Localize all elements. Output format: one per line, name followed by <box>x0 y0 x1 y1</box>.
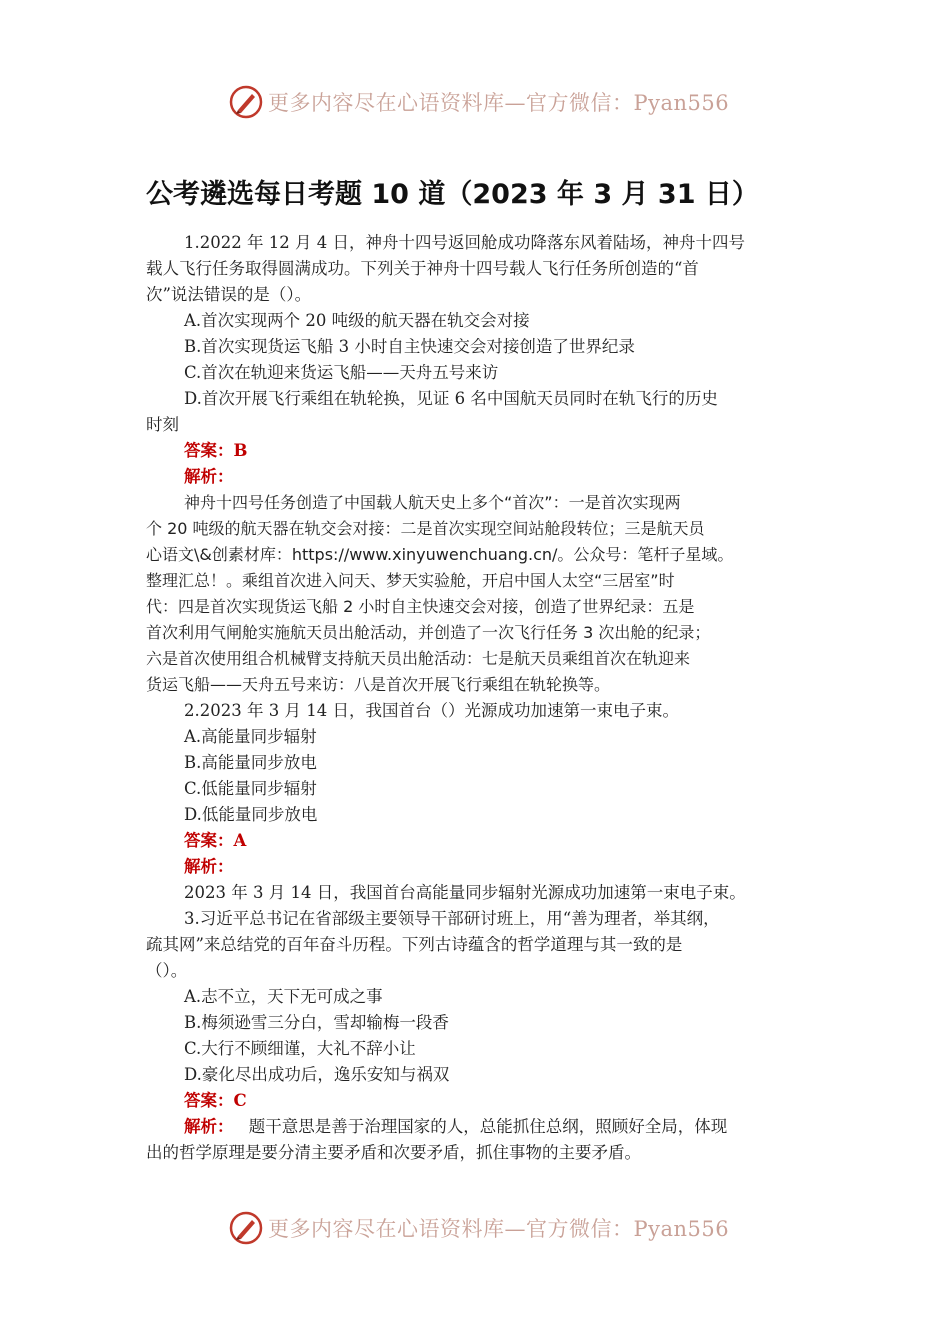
analysis-text: 题干意思是善于治理国家的人，总能抓住总纲，照顾好全局，体现 <box>248 1117 728 1136</box>
question-stem: 2.2023 年 3 月 14 日，我国首台（）光源成功加速第一束电子束。 <box>184 701 679 720</box>
answer-label: 答案：B <box>184 441 248 460</box>
analysis-text: 出的哲学原理是要分清主要矛盾和次要矛盾，抓住事物的主要矛盾。 <box>146 1143 641 1162</box>
question-list <box>146 230 806 1166</box>
question-1 <box>146 230 806 698</box>
option-a: A.首次实现两个 20 吨级的航天器在轨交会对接 <box>184 311 530 330</box>
analysis-text: 货运飞船——天舟五号来访：八是首次开展飞行乘组在轨轮换等。 <box>146 675 611 694</box>
question-stem: 载人飞行任务取得圆满成功。下列关于神舟十四号载人飞行任务所创造的“首 <box>146 259 699 278</box>
option-c: C.首次在轨迎来货运飞船——天舟五号来访 <box>184 363 499 382</box>
option-b: B.高能量同步放电 <box>184 753 317 772</box>
footer-banner <box>228 1208 728 1248</box>
analysis-label: 解析： <box>184 1117 234 1136</box>
banner-slogan: 更多内容尽在心语资料库—官方微信：Pyan556 <box>268 91 730 115</box>
analysis-row <box>146 1114 806 1140</box>
option-a: A.高能量同步辐射 <box>184 727 317 746</box>
analysis-text: 首次利用气闸舱实施航天员出舱活动，并创造了一次飞行任务 3 次出舱的纪录； <box>146 623 711 642</box>
analysis-text: 神舟十四号任务创造了中国载人航天史上多个“首次”：一是首次实现两 <box>184 493 681 512</box>
question-stem: 次”说法错误的是（）。 <box>146 285 312 304</box>
question-3 <box>146 906 806 1166</box>
answer-label: 答案：A <box>184 831 247 850</box>
banner-slogan: 更多内容尽在心语资料库—官方微信：Pyan556 <box>268 1217 730 1241</box>
option-c: C.低能量同步辐射 <box>184 779 317 798</box>
analysis-text: 整理汇总！。乘组首次进入问天、梦天实验舱，开启中国人太空“三居室”时 <box>146 571 675 590</box>
analysis-text: 个 20 吨级的航天器在轨交会对接：二是首次实现空间站舱段转位；三是航天员 <box>146 519 705 538</box>
header-banner <box>228 82 728 122</box>
option-d: D.首次开展飞行乘组在轨轮换，见证 6 名中国航天员同时在轨飞行的历史 <box>184 389 718 408</box>
question-stem: 疏其网”来总结党的百年奋斗历程。下列古诗蕴含的哲学道理与其一致的是 <box>146 935 683 954</box>
analysis-text: 代：四是首次实现货运飞船 2 小时自主快速交会对接，创造了世界纪录：五是 <box>146 597 695 616</box>
analysis-label: 解析： <box>184 857 234 876</box>
option-b: B.首次实现货运飞船 3 小时自主快速交会对接创造了世界纪录 <box>184 337 635 356</box>
option-c: C.大行不顾细谨，大礼不辞小让 <box>184 1039 416 1058</box>
analysis-text: 心语文\&创素材库：https://www.xinyuwenchuang.cn/。公众号：笔杆子星域。 <box>146 545 734 564</box>
page-title: 公考遴选每日考题 10 道（2023 年 3 月 31 日） <box>146 179 759 210</box>
question-stem: （）。 <box>146 961 188 980</box>
question-stem: 1.2022 年 12 月 4 日，神舟十四号返回舱成功降落东风着陆场，神舟十四号 <box>184 233 745 252</box>
analysis-text: 六是首次使用组合机械臂支持航天员出舱活动：七是航天员乘组首次在轨迎来 <box>146 649 691 668</box>
question-stem: 3.习近平总书记在省部级主要领导干部研讨班上，用“善为理者，举其纲， <box>184 909 720 928</box>
question-2 <box>146 698 806 906</box>
pen-nib-logo-icon <box>228 1210 264 1246</box>
option-d: D.豪化尽出成功后，逸乐安知与祸双 <box>184 1065 450 1084</box>
answer-label: 答案：C <box>184 1091 247 1110</box>
pen-nib-logo-icon <box>228 84 264 120</box>
analysis-text: 2023 年 3 月 14 日，我国首台高能量同步辐射光源成功加速第一束电子束。 <box>184 883 746 902</box>
option-d: D.低能量同步放电 <box>184 805 318 824</box>
option-d-continued: 时刻 <box>146 415 179 434</box>
option-b: B.梅须逊雪三分白，雪却输梅一段香 <box>184 1013 449 1032</box>
option-a: A.志不立，天下无可成之事 <box>184 987 383 1006</box>
analysis-label: 解析： <box>184 467 234 486</box>
